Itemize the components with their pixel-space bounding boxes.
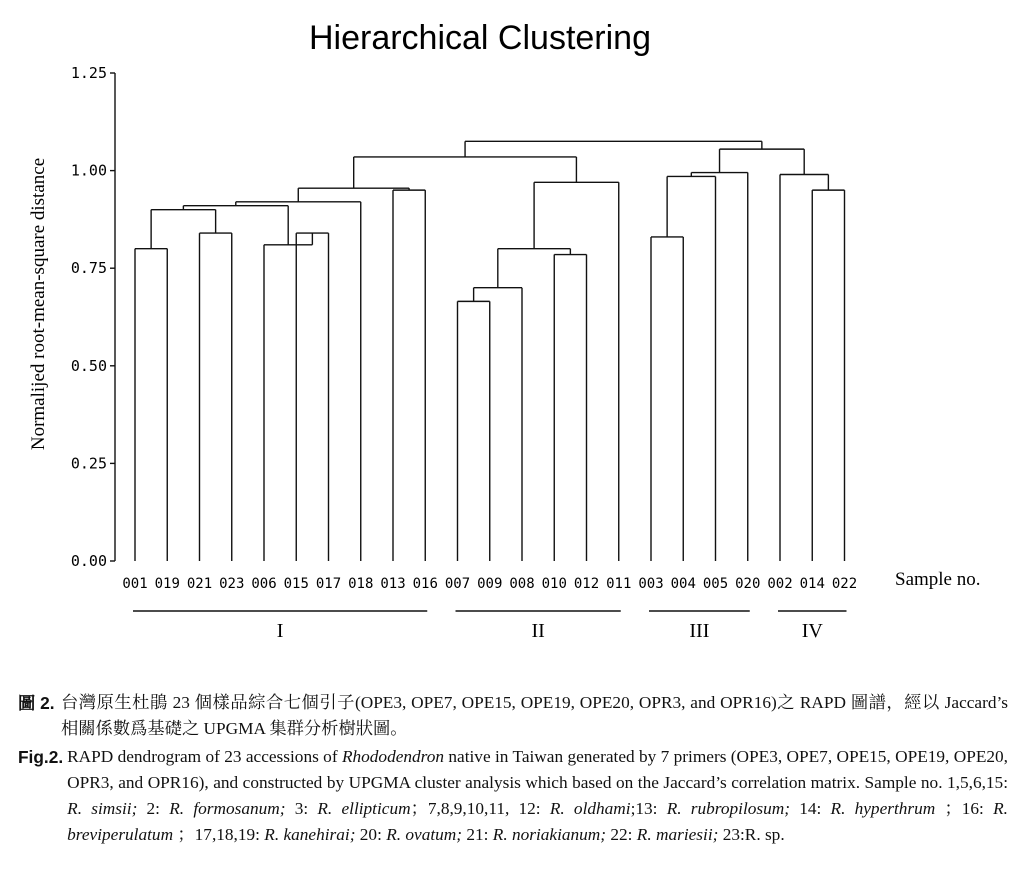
y-axis — [71, 64, 115, 570]
leaf-label: 006 — [251, 576, 277, 592]
leaf-label: 023 — [219, 576, 245, 592]
group-label: I — [276, 620, 284, 642]
leaf-label: 011 — [606, 576, 632, 592]
group-label: II — [531, 620, 545, 642]
leaf-label: 022 — [831, 576, 858, 592]
chart-title: Hierarchical Clustering — [308, 19, 652, 57]
leaf-label: 003 — [638, 576, 664, 592]
leaf-label: 002 — [767, 576, 793, 592]
x-axis-label: Sample no. — [895, 569, 981, 590]
leaf-label: 016 — [412, 576, 438, 592]
leaf-labels — [122, 576, 857, 592]
leaf-label: 017 — [315, 576, 342, 592]
cluster-groups — [133, 611, 847, 642]
chinese-caption-text: 台灣原生杜鵑 23 個樣品綜合七個引子(OPE3, OPE7, OPE15, OPE19, OPE20, OPR3, and OPR16)之 RAPD 圖譜，經以 Jaccard’s 相關係數爲基礎之 UPGMA 集群分析樹狀圖。 — [60, 693, 1008, 738]
leaf-label: 019 — [154, 576, 180, 592]
english-caption-text: RAPD dendrogram of 23 accessions of Rhododendron native in Taiwan generated by 7 primers (OPE3, OPE7, OPE15, OPE19, OPE20, OPR3, and OPR16), and constructed by UPGMA cluster analysis which based on the Jaccard’s correlation matrix. Sample no. 1,5,6,15: R. simsii; 2: R. formosanum; 3: R. ellipticum；7,8,9,10,11, 12: R. oldhami;13: R. rubropilosum; 14: R. hyperthrum ；16: R. breviperulatum ；17,18,19: R. kanehirai; 20: R. ovatum; 21: R. noriakianum; 22: R. mariesii; 23:R. sp. — [67, 747, 1008, 844]
leaf-label: 013 — [380, 576, 406, 592]
english-caption — [18, 744, 1008, 848]
english-caption-label: Fig.2. — [18, 747, 64, 767]
leaf-label: 015 — [283, 576, 309, 592]
leaf-label: 004 — [670, 576, 696, 592]
leaf-label: 007 — [444, 576, 471, 592]
y-tick-label: 0.25 — [70, 454, 107, 473]
leaf-label: 020 — [735, 576, 761, 592]
chinese-caption-label: 圖 2. — [18, 693, 55, 713]
y-tick-label: 0.50 — [70, 356, 107, 375]
leaf-label: 012 — [573, 576, 600, 592]
leaf-label: 021 — [186, 576, 213, 592]
y-axis-label: Normalijed root-mean-square distance — [28, 157, 49, 451]
leaf-label: 018 — [348, 576, 374, 592]
figure-caption — [18, 690, 1008, 848]
chinese-caption — [18, 690, 1008, 742]
y-tick-label: 0.00 — [70, 552, 107, 570]
y-tick-label: 1.25 — [70, 64, 107, 82]
leaf-label: 001 — [122, 576, 148, 592]
group-label: IV — [801, 620, 823, 642]
leaf-label: 014 — [799, 576, 825, 592]
leaf-label: 010 — [541, 576, 567, 592]
leaf-label: 009 — [477, 576, 503, 592]
y-tick-label: 0.75 — [70, 259, 107, 278]
group-label: III — [689, 620, 710, 642]
leaf-label: 008 — [509, 576, 535, 592]
y-tick-label: 1.00 — [70, 161, 107, 180]
dendrogram-tree — [135, 141, 845, 561]
leaf-label: 005 — [702, 576, 729, 592]
